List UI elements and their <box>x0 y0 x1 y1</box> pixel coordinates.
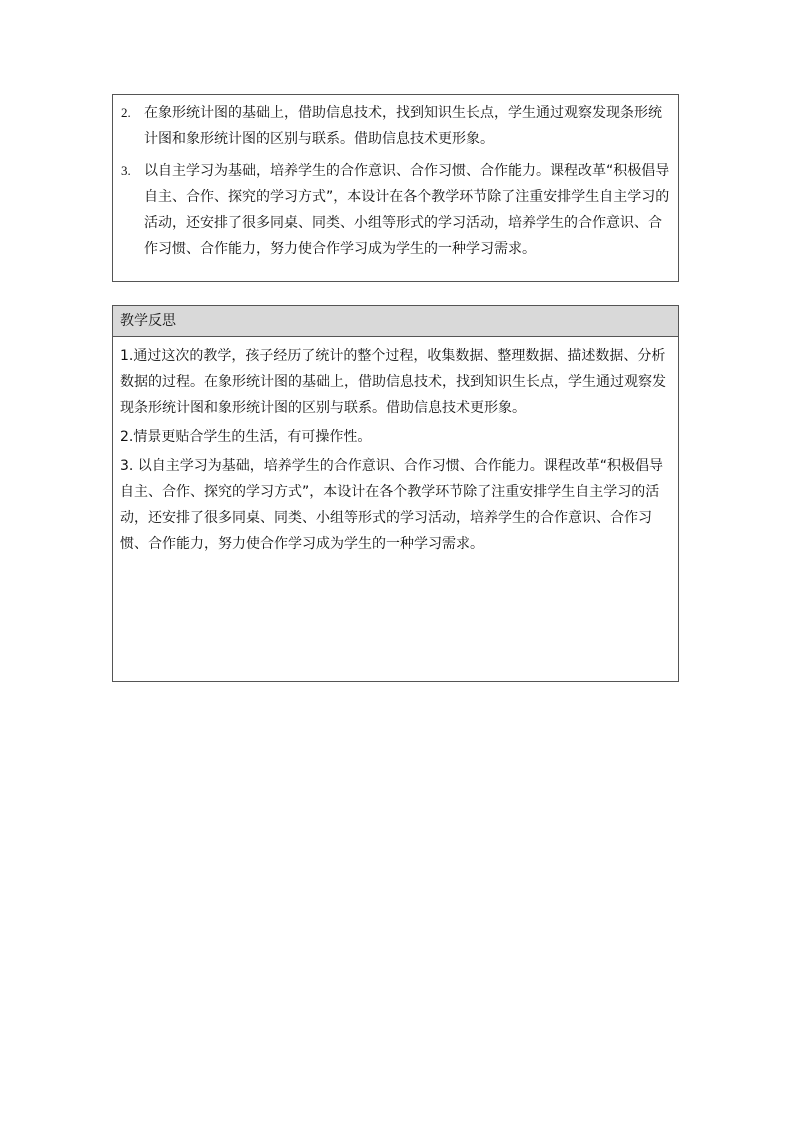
goal-item-number: 3. <box>121 163 131 178</box>
goals-list <box>113 95 678 262</box>
reflection-heading: 教学反思 <box>113 306 678 337</box>
goal-item-2 <box>113 100 678 152</box>
reflection-paragraph-2: 2.情景更贴合学生的生活，有可操作性。 <box>120 429 372 445</box>
teaching-goals-box <box>112 94 679 282</box>
goal-item-text: 在象形统计图的基础上，借助信息技术，找到知识生长点，学生通过观察发现条形统计图和象形统计图的区别与联系。借助信息技术更形象。 <box>144 105 662 147</box>
goal-item-text: 以自主学习为基础，培养学生的合作意识、合作习惯、合作能力。课程改革“积极倡导自主、合作、探究的学习方式”，本设计在各个教学环节除了注重安排学生自主学习的活动，还安排了很多同桌、同类、小组等形式的学习活动，培养学生的合作意识、合作习惯、合作能力，努力使合作学习成为学生的一种学习需求。 <box>144 163 670 257</box>
goal-item-3 <box>113 158 678 262</box>
goal-item-number: 2. <box>121 105 131 120</box>
reflection-body <box>113 337 678 557</box>
reflection-paragraph-3: 3. 以自主学习为基础，培养学生的合作意识、合作习惯、合作能力。课程改革“积极倡导自主、合作、探究的学习方式”，本设计在各个教学环节除了注重安排学生自主学习的活动，还安排了很多同桌、同类、小组等形式的学习活动，培养学生的合作意识、合作习惯、合作能力，努力使合作学习成为学生的一种学习需求。 <box>120 458 664 552</box>
teaching-reflection-box <box>112 305 679 682</box>
reflection-paragraph-1: 1.通过这次的教学，孩子经历了统计的整个过程，收集数据、整理数据、描述数据、分析数据的过程。在象形统计图的基础上，借助信息技术，找到知识生长点，学生通过观察发现条形统计图和象形统计图的区别与联系。借助信息技术更形象。 <box>120 348 666 416</box>
